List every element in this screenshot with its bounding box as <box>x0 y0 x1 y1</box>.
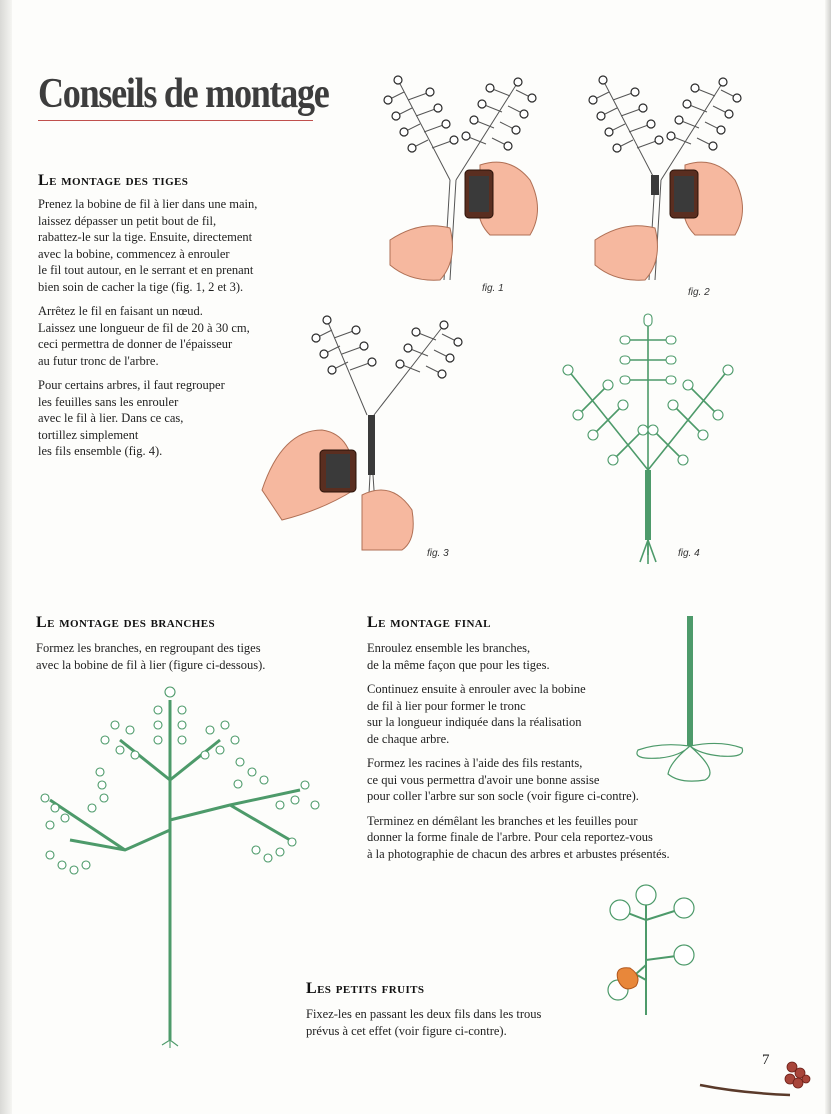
heading-montage-branches: Le montage des branches <box>36 614 215 631</box>
wrapped-wire <box>368 415 375 475</box>
text-montage-tiges <box>38 196 298 468</box>
flower-beads <box>589 76 741 152</box>
stem-left <box>593 80 659 180</box>
text-line: sur la longueur indiquée dans la réalisation <box>367 715 582 729</box>
tree-roots <box>162 1040 178 1048</box>
title-underline <box>38 120 313 121</box>
page-number: 7 <box>762 1052 770 1068</box>
text-line: tortillez simplement <box>38 427 139 442</box>
text-line: Laissez une longueur de fil de 20 à 30 cm, <box>38 320 250 335</box>
berry-cluster <box>785 1062 810 1088</box>
paragraph <box>306 1006 596 1039</box>
paragraph <box>36 640 336 673</box>
text-line: prévus à cet effet (voir figure ci-contre). <box>306 1023 507 1038</box>
flower-beads <box>312 316 462 378</box>
text-line: Formez les racines à l'aide des fils restants, <box>367 756 583 770</box>
text-line: ce qui vous permettra d'avoir une bonne assise <box>367 772 600 787</box>
text-line: Fixez-les en passant les deux fils dans les trous <box>306 1007 542 1021</box>
text-line: avec la bobine, commencez à enrouler <box>38 246 230 261</box>
page-title: Conseils de montage <box>38 71 329 117</box>
trunk-roots-illustration <box>630 612 750 787</box>
stem-left <box>388 80 454 180</box>
text-line: au futur tronc de l'arbre. <box>38 353 159 368</box>
leaf-beads <box>41 687 319 874</box>
twisted-trunk <box>645 470 651 540</box>
paragraph <box>38 196 298 295</box>
text-line: Continuez ensuite à enrouler avec la bobine <box>367 682 586 696</box>
text-line: les fils ensemble (fig. 4). <box>38 444 163 458</box>
text-line: Arrêtez le fil en faisant un nœud. <box>38 304 203 318</box>
text-line: de la même façon que pour les tiges. <box>367 657 550 672</box>
text-line: laissez dépasser un petit bout de fil, <box>38 213 217 228</box>
text-line: ceci permettra de donner de l'épaisseur <box>38 337 233 351</box>
text-line: Formez les branches, en regroupant des tiges <box>36 641 261 655</box>
page-gutter <box>0 0 12 1114</box>
text-line: Terminez en démêlant les branches et les feuilles pour <box>367 813 638 828</box>
branch-structure <box>50 700 300 1040</box>
figure-3-illustration <box>262 310 462 555</box>
corner-berry-ornament <box>700 1055 815 1100</box>
text-line: avec le fil à lier. Dans ce cas, <box>38 411 184 425</box>
stem-left <box>316 320 372 415</box>
wrapped-wire <box>651 175 659 195</box>
wrapped-trunk <box>687 616 693 746</box>
text-line: donner la forme finale de l'arbre. Pour cela reportez-vous <box>367 830 653 844</box>
text-petits-fruits <box>306 1006 596 1047</box>
paragraph <box>367 813 712 863</box>
left-hand <box>390 226 452 280</box>
fruit-branch-illustration <box>598 880 708 1020</box>
text-line: à la photographie de chacun des arbres et arbustes présentés. <box>367 846 670 861</box>
text-line: avec la bobine de fil à lier (figure ci-dessous). <box>36 657 266 672</box>
text-line: rabattez-le sur la tige. Ensuite, directement <box>38 230 253 244</box>
heading-petits-fruits: Les petits fruits <box>306 980 425 997</box>
text-line: de chaque arbre. <box>367 731 450 746</box>
page-edge <box>825 0 831 1114</box>
text-line: les feuilles sans les enrouler <box>38 394 179 409</box>
paragraph <box>38 303 298 369</box>
text-line: Enroulez ensemble les branches, <box>367 641 531 655</box>
spool-wire-coil <box>674 176 694 212</box>
figure-4-illustration <box>548 310 748 565</box>
spool-wire-coil <box>469 176 489 212</box>
spool-wire-coil <box>326 454 350 488</box>
figure-2-illustration <box>585 70 765 290</box>
text-montage-branches <box>36 640 336 681</box>
twig <box>700 1085 790 1095</box>
stem-right <box>374 325 458 415</box>
text-line: le fil tout autour, en le serrant et en prenant <box>38 263 254 277</box>
trunk-roots <box>640 540 656 564</box>
branch-assembly-illustration <box>30 680 330 1050</box>
heading-montage-final: Le montage final <box>367 614 491 631</box>
text-line: de fil à lier pour former le tronc <box>367 698 526 713</box>
left-hand <box>595 226 657 280</box>
fig2-label: fig. 2 <box>688 287 710 298</box>
fig1-label: fig. 1 <box>482 283 504 294</box>
text-line: Prenez la bobine de fil à lier dans une main, <box>38 197 258 211</box>
root-loops <box>637 743 743 781</box>
figure-1-illustration <box>380 70 560 290</box>
fig3-label: fig. 3 <box>427 548 449 559</box>
text-line: bien soin de cacher la tige (fig. 1, 2 et 3). <box>38 279 244 294</box>
text-line: Pour certains arbres, il faut regrouper <box>38 378 225 392</box>
left-hand <box>362 490 413 550</box>
text-line: pour coller l'arbre sur son socle (voir figure ci-contre). <box>367 789 639 803</box>
paragraph <box>38 377 298 460</box>
fig4-label: fig. 4 <box>678 548 700 559</box>
flower-beads <box>384 76 536 152</box>
heading-montage-tiges: Le montage des tiges <box>38 172 189 189</box>
